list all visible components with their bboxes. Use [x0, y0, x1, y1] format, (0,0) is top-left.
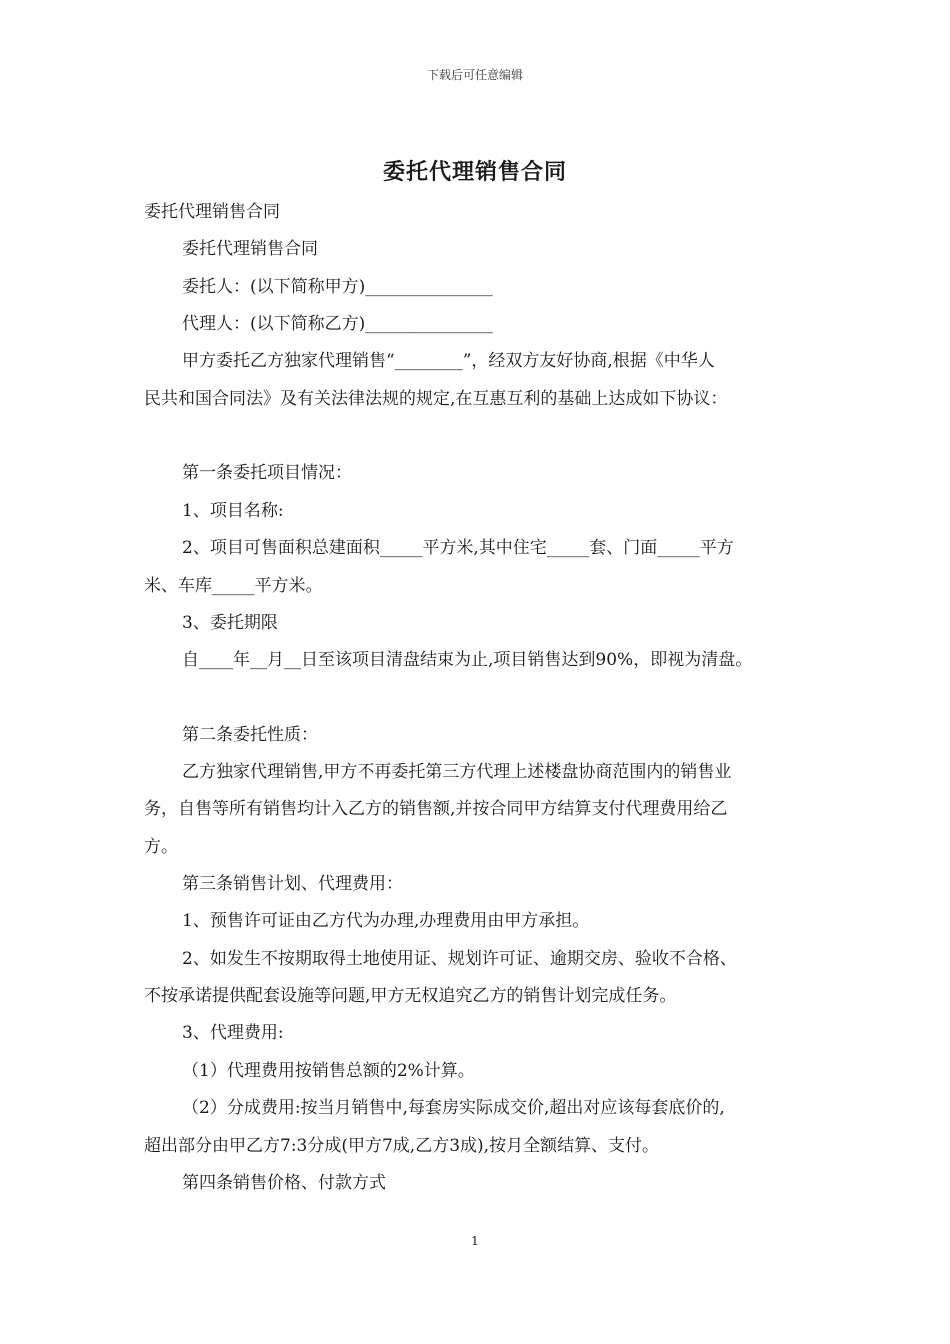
principal-party-line: 委托人：(以下简称甲方)_______________	[182, 277, 493, 297]
paragraph-subtitle-indented: 委托代理销售合同	[182, 239, 318, 259]
article-1-item-1: 1、项目名称:	[182, 501, 284, 521]
article-1-item-2-line-1: 2、项目可售面积总建面积_____平方米,其中住宅_____套、门面_____平方	[182, 538, 734, 558]
article-1-item-2-line-2: 米、车库_____平方米。	[144, 576, 323, 596]
page-number: 1	[471, 1234, 479, 1248]
header-note: 下载后可任意编辑	[426, 68, 523, 82]
article-1-term-text: 自____年__月__日至该项目清盘结束为止,项目销售达到90%，即视为清盘。	[182, 650, 753, 670]
article-3-item-3-sub-1: （1）代理费用按销售总额的2%计算。	[182, 1061, 475, 1081]
article-2-line-2: 务，自售等所有销售均计入乙方的销售额,并按合同甲方结算支付代理费用给乙	[144, 799, 728, 819]
article-3-item-3-sub-2-line-1: （2）分成费用:按当月销售中,每套房实际成交价,超出对应该每套底价的,	[182, 1098, 725, 1118]
preamble-line-1: 甲方委托乙方独家代理销售“________”，经双方友好协商,根据《中华人	[182, 351, 715, 371]
article-3-item-2-line-2: 不按承诺提供配套设施等问题,甲方无权追究乙方的销售计划完成任务。	[144, 986, 677, 1006]
article-1-item-3: 3、委托期限	[182, 613, 278, 633]
article-1-heading: 第一条委托项目情况：	[182, 463, 352, 483]
article-3-item-3: 3、代理费用:	[182, 1023, 284, 1043]
article-3-item-3-sub-2-line-2: 超出部分由甲乙方7:3分成(甲方7成,乙方3成),按月全额结算、支付。	[144, 1136, 660, 1156]
preamble-line-2: 民共和国合同法》及有关法律法规的规定,在互惠互利的基础上达成如下协议：	[144, 389, 728, 409]
article-2-line-1: 乙方独家代理销售,甲方不再委托第三方代理上述楼盘协商范围内的销售业	[182, 762, 732, 782]
document-title: 委托代理销售合同	[382, 159, 567, 185]
article-3-item-1: 1、预售许可证由乙方代为办理,办理费用由甲方承担。	[182, 911, 590, 931]
article-2-line-3: 方。	[144, 837, 178, 857]
article-4-heading: 第四条销售价格、付款方式	[182, 1173, 386, 1193]
article-2-heading: 第二条委托性质：	[182, 725, 318, 745]
paragraph-subtitle: 委托代理销售合同	[144, 202, 280, 222]
agent-party-line: 代理人：(以下简称乙方)_______________	[182, 314, 493, 334]
article-3-item-2-line-1: 2、如发生不按期取得土地使用证、规划许可证、逾期交房、验收不合格、	[182, 949, 737, 969]
article-3-heading: 第三条销售计划、代理费用：	[182, 874, 403, 894]
